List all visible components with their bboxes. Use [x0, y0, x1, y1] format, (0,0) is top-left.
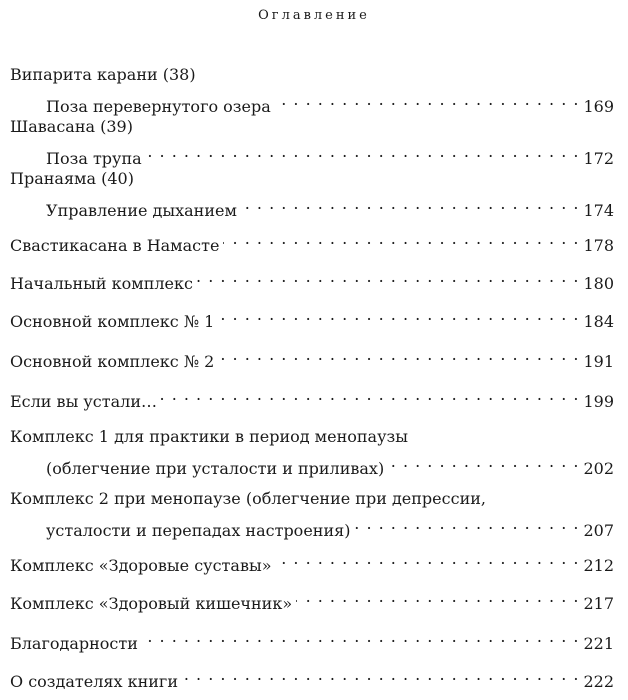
- toc-page-number: 217: [583, 594, 614, 613]
- toc-page-number: 172: [583, 149, 614, 168]
- dot-leader: [275, 87, 580, 112]
- toc-entry-title: О создателях книги: [10, 672, 178, 691]
- toc-entry-subtitle: усталости и перепадах настроения): [46, 521, 351, 540]
- toc-entry[interactable]: [10, 662, 614, 691]
- toc-entry[interactable]: [10, 226, 614, 255]
- toc-entry-title: Шавасана (39): [10, 117, 133, 136]
- toc-page-number: 212: [583, 556, 614, 575]
- toc-entry[interactable]: [10, 486, 614, 540]
- dot-leader: [182, 662, 579, 687]
- toc-page-number: 199: [583, 392, 614, 411]
- dot-leader: [218, 302, 579, 327]
- toc-entry[interactable]: [10, 342, 614, 371]
- toc-entry[interactable]: [10, 382, 614, 411]
- toc-entry-title: Випарита карани (38): [10, 65, 196, 84]
- toc-entry-subtitle: Поза перевернутого озера: [46, 97, 271, 116]
- toc-entry-title: Если вы устали…: [10, 392, 157, 411]
- dot-leader: [296, 584, 579, 609]
- toc-entry[interactable]: [10, 114, 614, 168]
- toc-page-number: 191: [583, 352, 614, 371]
- toc-entry-title: Начальный комплекс: [10, 274, 193, 293]
- toc-entry-title: Пранаяма (40): [10, 169, 134, 188]
- toc-page-number: 169: [583, 97, 614, 116]
- dot-leader: [354, 511, 579, 536]
- dot-leader: [223, 226, 579, 251]
- toc-entry[interactable]: [10, 264, 614, 293]
- dot-leader: [388, 449, 579, 474]
- dot-leader: [142, 624, 580, 649]
- toc-entry[interactable]: [10, 584, 614, 613]
- toc-entry[interactable]: [10, 624, 614, 653]
- toc-page-number: 174: [583, 201, 614, 220]
- dot-leader: [241, 191, 580, 216]
- toc-entry[interactable]: [10, 62, 614, 116]
- toc-page-number: 207: [583, 521, 614, 540]
- toc-entry-title: Комплекс «Здоровый кишечник»: [10, 594, 293, 613]
- toc-page-number: 202: [583, 459, 614, 478]
- toc-entry[interactable]: [10, 546, 614, 575]
- toc-entry-subtitle: Управление дыханием: [46, 201, 237, 220]
- toc-entry-title: Комплекс 1 для практики в период менопаузы: [10, 427, 408, 446]
- toc-entry-title: Основной комплекс № 1: [10, 312, 215, 331]
- toc-entry[interactable]: [10, 166, 614, 220]
- toc-entry-subtitle: Поза трупа: [46, 149, 142, 168]
- toc-entry-subtitle: (облегчение при усталости и приливах): [46, 459, 385, 478]
- toc-entry-title: Комплекс «Здоровые суставы»: [10, 556, 272, 575]
- toc-entry[interactable]: [10, 302, 614, 331]
- toc-page-number: 184: [583, 312, 614, 331]
- page-title: Оглавление: [258, 8, 370, 23]
- toc-entry-title: Благодарности: [10, 634, 138, 653]
- toc-entry[interactable]: [10, 424, 614, 478]
- toc-page-number: 178: [583, 236, 614, 255]
- dot-leader: [146, 139, 580, 164]
- toc-page-number: 222: [583, 672, 614, 691]
- toc-entry-title: Свастикасана в Намасте: [10, 236, 220, 255]
- toc-entry-title: Комплекс 2 при менопаузе (облегчение при депрессии,: [10, 489, 486, 508]
- toc-entry-title: Основной комплекс № 2: [10, 352, 215, 371]
- toc-page-number: 221: [583, 634, 614, 653]
- dot-leader: [275, 546, 579, 571]
- dot-leader: [218, 342, 579, 367]
- toc-page-number: 180: [583, 274, 614, 293]
- dot-leader: [197, 264, 579, 289]
- dot-leader: [161, 382, 579, 407]
